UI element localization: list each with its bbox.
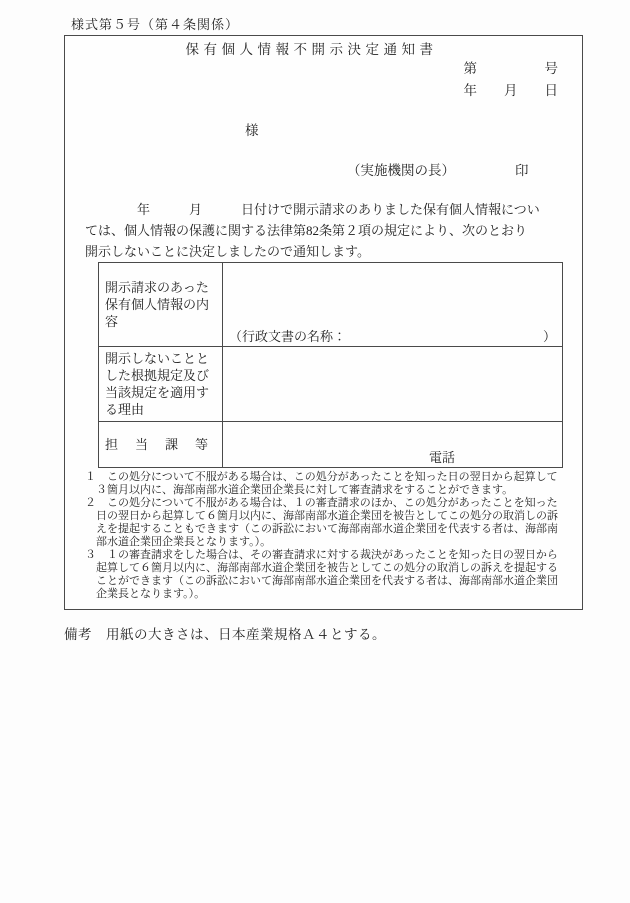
row-label-contact [99, 422, 223, 468]
doc-name-suffix: ） [542, 329, 556, 344]
phone-label: 電話 [429, 450, 456, 465]
notice-body [65, 199, 582, 262]
doc-name-prefix: （行政文書の名称： [229, 329, 347, 344]
note-item-2: ２ この処分について不服がある場合は、１の審査請求のほか、この処分があったことを知った日の翌日から起算して６箇月以内に、海部南部水道企業団を被告としてこの処分の取消しの訴えを提起することもできます（この訴訟において海部南部水道企業団を代表する者は、海部南部水道企業団企業長となります。）。 [85, 497, 558, 548]
document-number-line: 第 号 [463, 61, 558, 76]
doc-name-line [224, 329, 561, 345]
seal-mark: 印 [515, 163, 529, 178]
row-value-reason [223, 347, 563, 422]
decision-table [98, 262, 563, 468]
row-value-contact [223, 422, 563, 468]
table-row-reason [99, 347, 563, 422]
notice-box [64, 35, 583, 610]
body-line-2: ては、個人情報の保護に関する法律第82条第２項の規定により、次のとおり [85, 223, 528, 238]
contact-section-label: 担 当 課 等 [105, 437, 211, 452]
issuer-line [65, 163, 582, 179]
row-value-requested-info [223, 263, 563, 347]
note-item-3: ３ １の審査請求をした場合は、その審査請求に対する裁決があったことを知った日の翌日から起算して６箇月以内に、海部南部水道企業団を被告としてこの処分の取消しの訴えを提起することができます（この訴訟において海部南部水道企業団を代表する者は、海部南部水道企業団企業長となります。）。 [85, 549, 558, 600]
issuer-label: （実施機関の長） [347, 163, 455, 178]
addressee-line: 様 [245, 123, 259, 138]
paper-size-remark: 備考 用紙の大きさは、日本産業規格Ａ４とする。 [64, 627, 386, 642]
form-style-number: 様式第５号（第４条関係） [71, 17, 240, 32]
body-line-1: 年 月 日付けで開示請求のありました保有個人情報につい [85, 202, 540, 217]
appeal-notes [85, 471, 563, 601]
note-item-1: １ この処分について不服がある場合は、この処分があったことを知った日の翌日から起算して３箇月以内に、海部南部水道企業団企業長に対して審査請求をすることができます。 [85, 471, 558, 496]
body-line-3: 開示しないことに決定しましたので通知します。 [85, 244, 370, 259]
row-label-requested-info: 開示請求のあった保有個人情報の内容 [99, 263, 223, 347]
row-label-reason: 開示しないこととした根拠規定及び当該規定を適用する理由 [99, 347, 223, 422]
table-row-requested-info [99, 263, 563, 347]
table-row-contact [99, 422, 563, 468]
date-line: 年 月 日 [463, 83, 558, 98]
notice-title: 保有個人情報不開示決定通知書 [185, 42, 438, 57]
